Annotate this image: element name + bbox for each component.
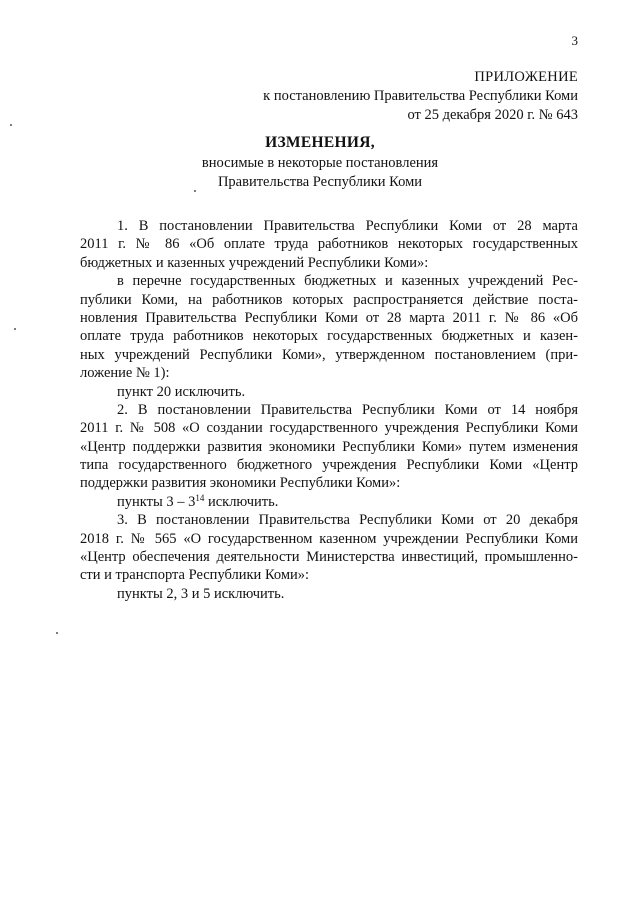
body-line: бюджетных и казенных учреждений Республики Коми»:: [80, 254, 429, 271]
scan-speck: [56, 632, 58, 634]
body-line: публики Коми, на работников которых распространяется действие поста-: [80, 291, 578, 308]
body-line: в перечне государственных бюджетных и казенных учреждений Рес-: [117, 273, 578, 290]
scan-speck: [194, 190, 196, 192]
body-line: ложение № 1):: [80, 365, 170, 382]
body-line-tail: исключить.: [204, 493, 279, 510]
body-line-superscript: [80, 493, 578, 511]
body-line: оплате труда работников некоторых государственных бюджетных и казен-: [80, 328, 578, 345]
appendix-line-1: к постановлению Правительства Республики Коми: [263, 88, 578, 104]
body-line: новления Правительства Республики Коми от 28 марта 2011 г. № 86 «Об: [80, 309, 578, 326]
title-heading: ИЗМЕНЕНИЯ,: [265, 134, 375, 151]
title-subtitle-1: вносимые в некоторые постановления: [201, 155, 439, 171]
document-title: [0, 132, 640, 192]
body-line: «Центр обеспечения деятельности Министерства инвестиций, промышленно-: [80, 549, 578, 566]
appendix-line-2: от 25 декабря 2020 г. № 643: [407, 107, 578, 123]
page-number: 3: [571, 33, 578, 48]
body-line: 1. В постановлении Правительства Республики Коми от 28 марта: [117, 218, 578, 234]
body-line: 2011 г. № 86 «Об оплате труда работников некоторых государственных: [80, 236, 578, 253]
body-line: пункт 20 исключить.: [117, 383, 246, 400]
superscript-number: 14: [195, 492, 205, 503]
body-line: «Центр поддержки развития экономики Республики Коми» путем изменения: [80, 438, 578, 455]
appendix-label: ПРИЛОЖЕНИЕ: [474, 69, 578, 85]
body-line: 2011 г. № 508 «О создании государственного учреждения Республики Коми: [80, 420, 578, 437]
scan-speck: [10, 124, 12, 126]
body-line: 3. В постановлении Правительства Республики Коми от 20 декабря: [117, 512, 578, 529]
scan-speck: [14, 328, 16, 330]
body-line: пункты 2, 3 и 5 исключить.: [117, 585, 285, 602]
body-line: сти и транспорта Республики Коми»:: [80, 567, 310, 584]
appendix-header: [263, 68, 578, 125]
body-line: типа государственного бюджетного учреждения Республики Коми «Центр: [80, 457, 578, 474]
title-subtitle-2: Правительства Республики Коми: [217, 174, 423, 190]
body-line: 2. В постановлении Правительства Республики Коми от 14 ноября: [117, 401, 578, 418]
body-line: ных учреждений Республики Коми», утвержденном постановлением (при-: [80, 346, 578, 363]
document-body: [80, 217, 578, 603]
body-line-text: пункты 3 – 3: [117, 493, 196, 510]
body-line: поддержки развития экономики Республики Коми»:: [80, 475, 401, 492]
body-line: 2018 г. № 565 «О государственном казенном учреждении Республики Коми: [80, 530, 578, 547]
